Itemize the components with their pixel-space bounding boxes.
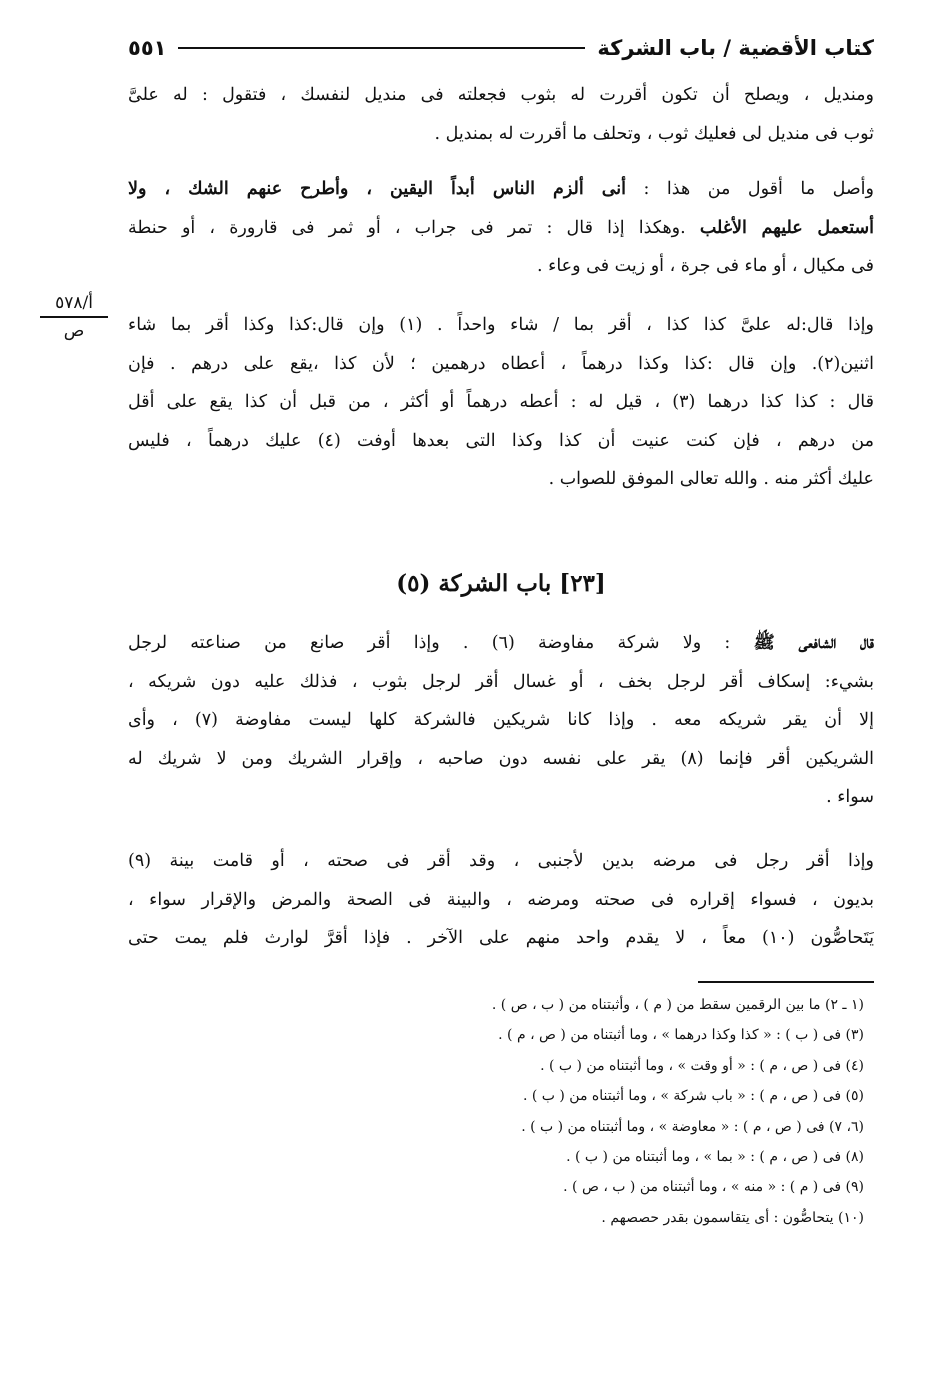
text-line [128,170,874,209]
text-line: إلا أن يقر شريكه معه . وإذا كانا شريكين فالشركة كلها ليست مفاوضة (٧) ، وأى [128,710,874,731]
header-rule [178,47,585,49]
footnote: (٤) فى ( ص ، م ) : « أو وقت » ، وما أثبتناه من ( ب ) . [540,1057,864,1074]
text-line: من درهم ، فإن كنت عنيت أن كذا وكذا التى بعدها أوفت (٤) عليك درهماً ، فليس [128,430,874,451]
text-line: بديون ، فسواء إقراره فى صحته ومرضه ، والبينة فى الصحة والمرض والإقرار سواء ، [128,889,874,910]
text-span: وأصل ما أقول من هذا : [626,179,874,199]
marginal-folio-note [40,292,108,342]
footnote: (٣) فى ( ب ) : « كذا وكذا درهما » ، وما أثبتناه من ( ص ، م ) . [498,1027,864,1044]
footnote: (١ ـ ٢) ما بين الرقمين سقط من ( م ) ، وأثبتناه من ( ب ، ص ) . [491,997,864,1013]
text-line [128,624,874,663]
text-line: بشيء: إسكاف أقر لرجل بخف ، أو غسال أقر لرجل بثوب ، فذلك عليه دون شريكه ، [128,671,874,692]
paragraph-4 [128,624,874,817]
emphasized-text: قال الشافعى ﷺ [753,633,874,653]
text-line: ثوب فى منديل لى فعليك ثوب ، وتحلف ما أقررت له بمنديل . [434,123,874,144]
marginal-siglum: ص [63,321,85,341]
emphasized-text: أنى ألزم الناس أبداً اليقين ، وأطرح عنهم الشك ، ولا [128,179,627,199]
footnote: (٨) فى ( ص ، م ) : « بما » ، وما أثبتناه من ( ب ) . [566,1148,864,1165]
running-header [128,30,874,66]
text-line [128,209,874,248]
text-line: يَتَحاصُّون (١٠) معاً ، لا يقدم واحد منهم على الآخر . فإذا أقرَّ لوارث فلم يمت حتى [128,928,874,949]
marginal-folio: أ/٥٧٨ [40,292,108,318]
text-line: قال : كذا كذا درهما (٣) ، قيل له : أعطه درهماً أو أكثر ، من قبل أن كذا يقع على أقل [128,392,874,413]
footnote: (٩) فى ( م ) : « منه » ، وما أثبتناه من ( ب ، ص ) . [563,1179,864,1196]
footnote: (٦، ٧) فى ( ص ، م ) : « معاوضة » ، وما أثبتناه من ( ب ) . [521,1118,864,1135]
section-title: [٢٣] باب الشركة (٥) [396,570,606,597]
footnote-rule [698,981,874,983]
footnote: (٥) فى ( ص ، م ) : « باب شركة » ، وما أثبتناه من ( ب ) . [522,1088,864,1105]
text-span: .وهكذا إذا قال : تمر فى جراب ، أو ثمر فى قارورة ، أو حنطة [128,217,700,238]
footnotes [300,990,864,1233]
text-line: فى مكيال ، أو ماء فى جرة ، أو زيت فى وعاء . [537,256,874,277]
text-line: وإذا أقر رجل فى مرضه بدين لأجنبى ، وقد أقر فى صحته ، أو قامت بينة (٩) [128,851,874,871]
text-line: الشريكين أقر فإنما (٨) يقر على نفسه دون صاحبه ، وإقرار الشريك ومن لا شريك له [128,748,874,769]
paragraph-5 [128,842,874,958]
text-line: سواء . [826,787,874,808]
text-line: عليك أكثر منه . والله تعالى الموفق للصواب . [548,469,874,490]
running-header-title: كتاب الأقضية / باب الشركة [597,36,874,60]
text-span: : ولا شركة مفاوضة (٦) . وإذا أقر صانع من صناعته لرجل [128,633,731,653]
paragraph-1 [128,76,874,153]
text-line: اثنين(٢). وإن قال :كذا وكذا درهماً ، أعطاه درهمين ؛ لأن كذا ،يقع على درهم . فإن [128,353,874,374]
text-line: ومنديل ، ويصلح أن تكون أقررت له بثوب فجعلته فى منديل لنفسك ، فتقول : له علىَّ [128,85,874,105]
paragraph-2 [128,170,874,286]
paragraph-3 [128,306,874,499]
emphasized-text: أستعمل عليهم الأغلب [699,217,874,238]
text-line: وإذا قال:له علىَّ كذا كذا ، أقر بما / شاء واحداً . (١) وإن قال:كذا وكذا أقر بما شاء [128,315,874,335]
footnote: (١٠) يتحاصُّون : أى يتقاسمون بقدر حصصهم . [601,1209,864,1226]
page-number: ٥٥١ [128,36,167,60]
